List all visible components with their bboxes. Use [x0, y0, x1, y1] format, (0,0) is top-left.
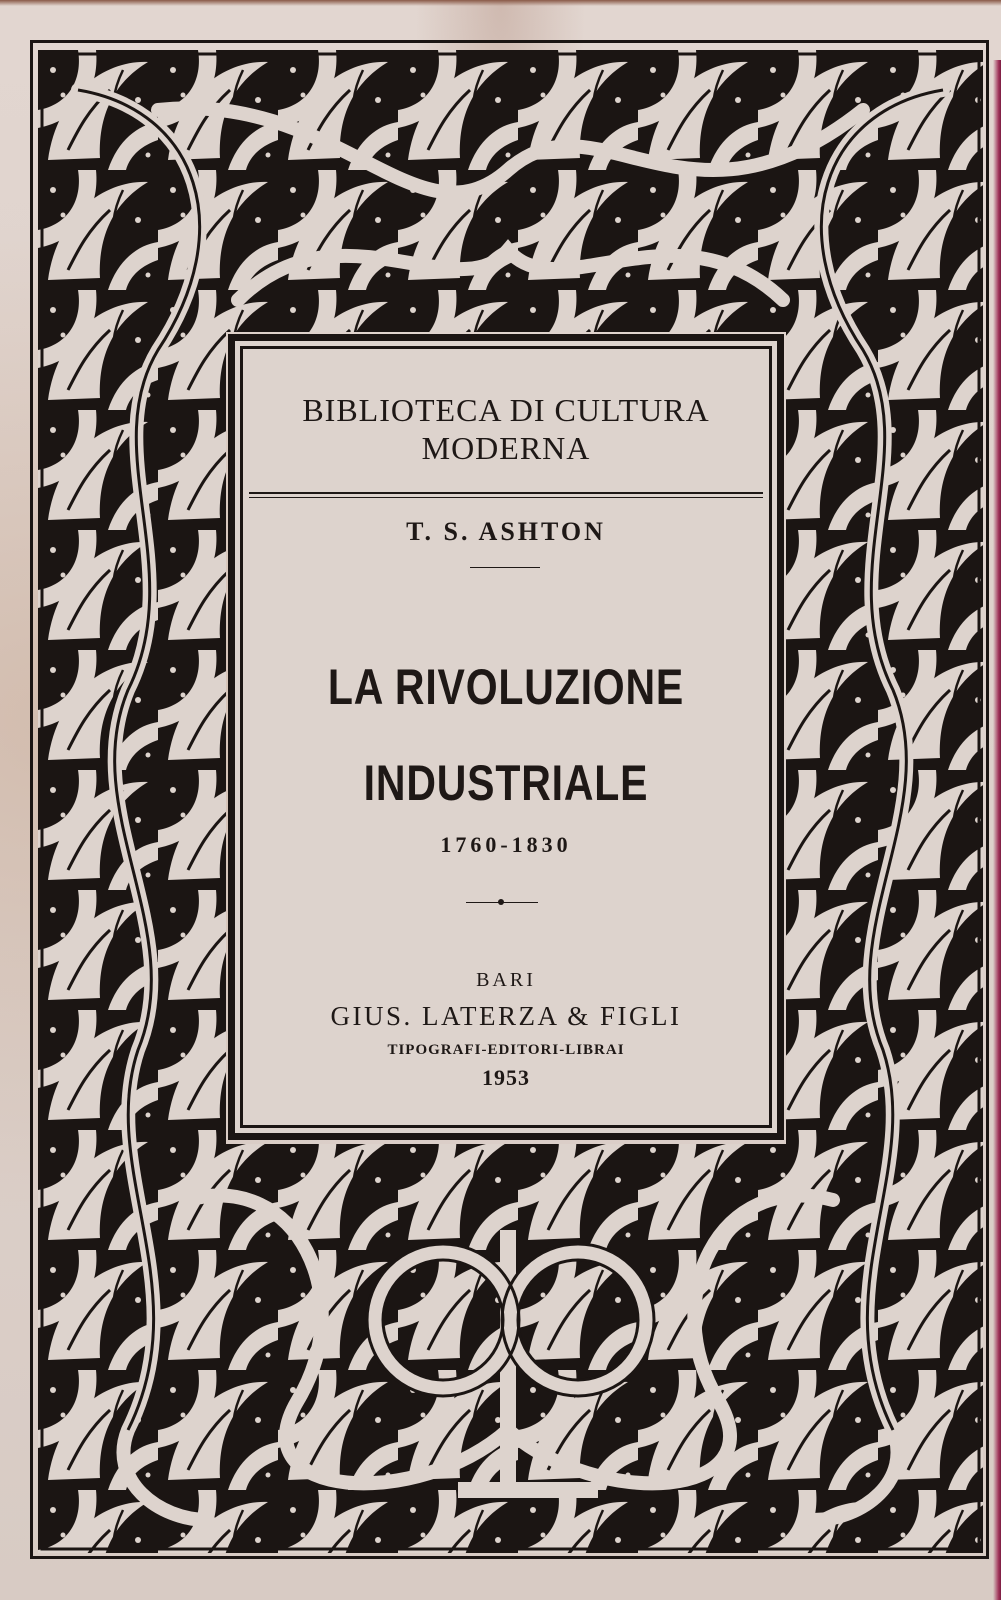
publisher-city: BARI — [476, 969, 536, 991]
title-line-2: INDUSTRIALE — [363, 755, 649, 811]
title-line-1: LA RIVOLUZIONE — [327, 659, 685, 715]
paper-stain-top — [0, 0, 1001, 6]
short-rule-divider — [470, 567, 540, 568]
book-title — [290, 639, 721, 831]
publication-year: 1953 — [482, 1065, 530, 1090]
date-range: 1760-1830 — [440, 832, 572, 857]
double-rule-divider — [249, 492, 763, 498]
binding-edge — [993, 60, 1001, 1600]
series-name — [243, 391, 769, 467]
author-name: T. S. ASHTON — [406, 517, 606, 546]
publisher-trades: TIPOGRAFI-EDITORI-LIBRAI — [387, 1042, 625, 1058]
series-line-2: MODERNA — [421, 430, 591, 466]
dotted-rule-divider — [466, 902, 538, 903]
series-line-1: BIBLIOTECA DI CULTURA — [302, 392, 710, 428]
publisher-name: GIUS. LATERZA & FIGLI — [330, 1001, 682, 1031]
title-panel — [240, 346, 772, 1128]
